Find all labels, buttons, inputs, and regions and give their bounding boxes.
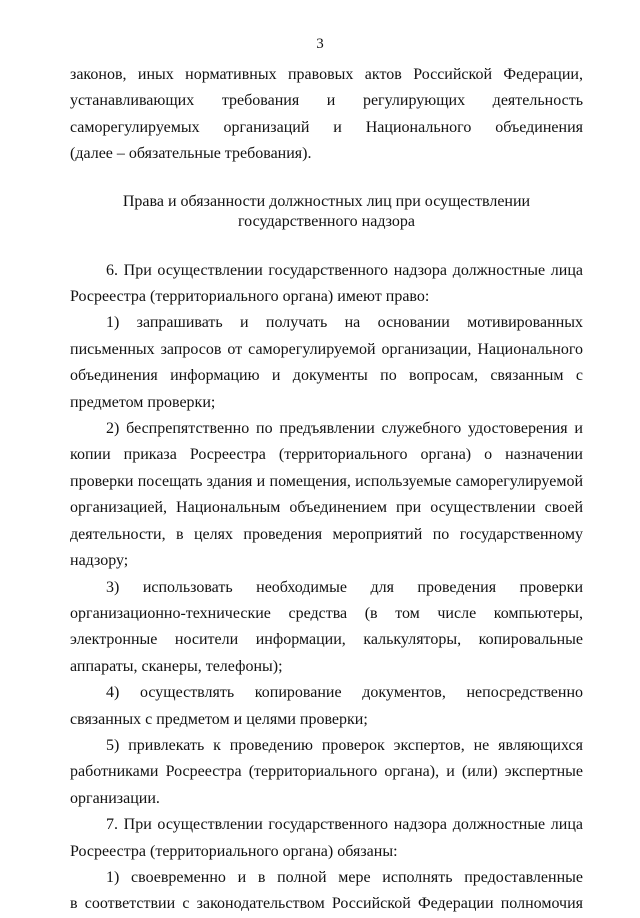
intro-line-3: саморегулируемых организаций и Национального объединения <box>70 118 583 136</box>
paragraph-6-item-1: 1) запрашивать и получать на основании мотивированных письменных запросов от саморегулируемой организации, Национального объединения информацию и документы по вопросам, связанным с предметом проверки; <box>70 314 583 411</box>
intro-line-1: законов, иных нормативных правовых актов Российской Федерации, <box>70 66 583 83</box>
paragraph-6: 6. При осуществлении государственного надзора должностные лица Росреестра (территориального органа) имеют право: <box>70 261 583 306</box>
section-heading-line-1: Права и обязанности должностных лиц при осуществлении <box>122 192 531 210</box>
paragraph-7-item-1-line-2: в соответствии с законодательством Российской Федерации полномочия <box>70 895 583 913</box>
document-body <box>70 62 583 918</box>
paragraph-6-item-4: 4) осуществлять копирование документов, непосредственно связанных с предметом и целями проверки; <box>70 684 583 728</box>
paragraph-6-item-3: 3) использовать необходимые для проведения проверки организационно-технические средства (в том числе компьютеры, электронные носители информации, калькуляторы, копировальные аппараты, сканеры, телефоны); <box>70 578 583 675</box>
paragraph-6-item-5: 5) привлекать к проведению проверок экспертов, не являющихся работниками Росреестра (территориального органа), и (или) экспертные организации. <box>70 736 583 807</box>
paragraph-7: 7. При осуществлении государственного надзора должностные лица Росреестра (территориального органа) обязаны: <box>70 816 583 860</box>
intro-line-4: (далее – обязательные требования). <box>70 145 312 163</box>
section-heading-line-2: государственного надзора <box>238 212 415 230</box>
paragraph-7-item-1-line-1: 1) своевременно и в полной мере исполнять предоставленные <box>106 868 583 886</box>
section-heading <box>70 192 583 232</box>
page-number: 3 <box>316 36 324 52</box>
intro-line-2: устанавливающих требования и регулирующих деятельность <box>70 92 583 110</box>
paragraph-6-item-2: 2) беспрепятственно по предъявлении служебного удостоверения и копии приказа Росреестра (территориального органа) о назначении проверки посещать здания и помещения, используемые саморегулируемой организацией, Национальным объединением при осуществлении своей деятельности, в целях проведения мероприятий по государственному надзору; <box>70 420 583 570</box>
